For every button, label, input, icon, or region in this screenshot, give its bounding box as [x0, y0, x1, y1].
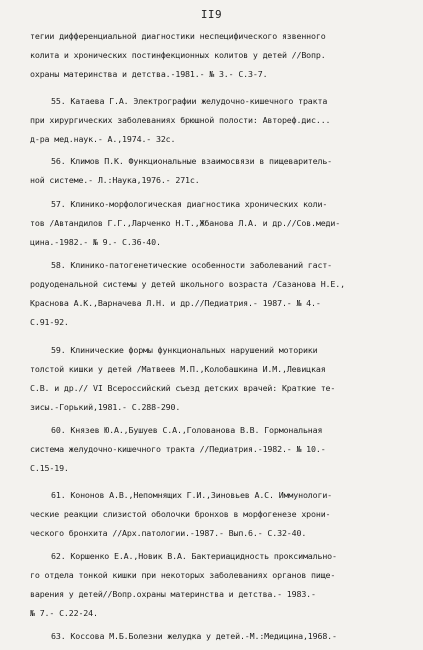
entry-line: д-ра мед.наук.- А.,1974.- 32с. [30, 134, 176, 144]
entry-line: колита и хронических постинфекционных колитов у детей //Вопр. [30, 50, 326, 60]
entry-line: 61. Кононов А.В.,Непомнящих Г.И.,Зиновьев А.С. Иммунологи- [51, 490, 333, 500]
entry-line: система желудочно-кишечного тракта //Педиатрия.-1982.- № 10.- [30, 444, 326, 454]
entry-line: толстой кишки у детей /Матвеев М.П.,Колобашкина И.М.,Левицкая [30, 364, 326, 374]
entry-line: цина.-1982.- № 9.- С.36-40. [30, 237, 161, 247]
entry-line: родуоденальной системы у детей школьного возраста /Сазанова Н.Е., [30, 279, 345, 289]
entry-line: С.В. и др.// VI Всероссийский съезд детских врачей: Краткие те- [30, 383, 336, 393]
entry-line: го отдела тонкой кишки при некоторых заболеваниях органов пище- [30, 570, 336, 580]
entry-line: 58. Клинико-патогенетические особенности заболеваний гаст- [51, 260, 333, 270]
entry-line: 62. Коршенко Е.А.,Новик В.А. Бактериацидность проксимально- [51, 551, 337, 561]
entry-line: варения у детей//Вопр.охраны материнства и детства.- 1983.- [30, 589, 316, 599]
entry-line: зисы.-Горький,1981.- С.288-290. [30, 402, 181, 412]
entry-line: тов /Автандилов Г.Г.,Ларченко Н.Т.,Жбанова Л.А. и др.//Сов.меди- [30, 218, 341, 228]
entry-line: Краснова А.К.,Варначева Л.Н. и др.//Педиатрия.- 1987.- № 4.- [30, 298, 321, 308]
entry-line: № 7.- С.22-24. [30, 608, 98, 618]
entry-line: 56. Климов П.К. Функциональные взаимосвязи в пищеваритель- [51, 156, 333, 166]
entry-line: тегии дифференциальной диагностики неспецифического язвенного [30, 31, 326, 41]
entry-line: 60. Князев Ю.А.,Бушуев С.А.,Голованова В.В. Гормональная [51, 425, 323, 435]
entry-line: 63. Коссова М.Б.Болезни желудка у детей.-М.:Медицина,1968.- [51, 631, 337, 641]
entry-line: 55. Катаева Г.А. Электрографии желудочно-кишечного тракта [51, 96, 328, 106]
entry-line: ческие реакции слизистой оболочки бронхов в морфогенезе хрони- [30, 509, 331, 519]
entry-line: 59. Клинические формы функциональных нарушений моторики [51, 345, 318, 355]
entry-line: охраны материнства и детства.-1981.- № 3.- С.3-7. [30, 69, 268, 79]
entry-line: ной системе.- Л.:Наука,1976.- 271с. [30, 175, 200, 185]
entry-line: при хирургических заболеваниях брюшной полости: Автореф.дис... [30, 115, 331, 125]
entry-line: 57. Клинико-морфологическая диагностика хронических коли- [51, 199, 328, 209]
entry-line: С.15-19. [30, 463, 69, 473]
page-number: II9 [200, 8, 223, 21]
entry-line: ческого бронхита //Арх.патологии.-1987.- Вып.6.- С.32-40. [30, 528, 307, 538]
entry-line: С.91-92. [30, 317, 69, 327]
